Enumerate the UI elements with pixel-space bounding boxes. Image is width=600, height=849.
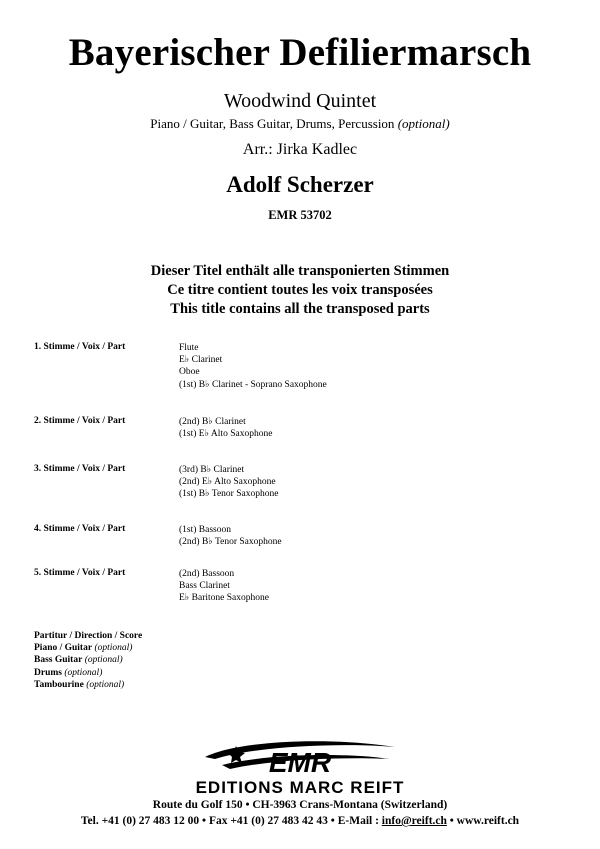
logo-emr-text: EMR xyxy=(268,747,332,778)
extra-part-line xyxy=(34,630,142,642)
part-label: 1. Stimme / Voix / Part xyxy=(34,342,126,352)
instrument-line: Oboe xyxy=(179,367,200,378)
instrument-line: (2nd) B♭ Tenor Saxophone xyxy=(179,537,282,548)
extra-part-note: (optional) xyxy=(64,667,103,678)
extra-part-name: Partitur / Direction / Score xyxy=(34,631,143,641)
extra-part-name: Tambourine xyxy=(34,679,84,690)
instrument-line: (3rd) B♭ Clarinet xyxy=(179,465,245,475)
extra-part-line xyxy=(34,642,142,654)
contact-website[interactable]: • www.reift.ch xyxy=(446,815,520,827)
instrument-line: E♭ Clarinet xyxy=(179,355,223,366)
extra-part-line xyxy=(34,654,142,666)
instrument-line: E♭ Baritone Saxophone xyxy=(179,593,269,604)
extra-part-note: (optional) xyxy=(86,679,125,690)
publisher-contact xyxy=(0,815,600,827)
instrument-line: (1st) E♭ Alto Saxophone xyxy=(179,429,273,440)
score-extras xyxy=(34,630,142,691)
instrument-line: (2nd) E♭ Alto Saxophone xyxy=(179,477,276,488)
composer-name: Adolf Scherzer xyxy=(226,172,374,197)
notice-french: Ce titre contient toutes les voix transposées xyxy=(167,282,433,298)
extra-part-note: (optional) xyxy=(94,643,133,654)
arranger-credit: Arr.: Jirka Kadlec xyxy=(242,141,358,158)
catalog-number: EMR 53702 xyxy=(268,208,332,222)
notice-english: This title contains all the transposed parts xyxy=(170,301,430,317)
part-label: 4. Stimme / Voix / Part xyxy=(34,524,126,534)
instrument-line: (1st) B♭ Tenor Saxophone xyxy=(179,489,279,500)
emr-logo xyxy=(0,735,600,795)
instrument-line: (2nd) B♭ Clarinet xyxy=(179,417,246,427)
publisher-address: Route du Golf 150 • CH-3963 Crans-Montana (Switzerland) xyxy=(152,799,448,811)
publisher-name: EDITIONS MARC REIFT xyxy=(195,778,405,795)
notice-german: Dieser Titel enthält alle transponierten Stimmen xyxy=(150,263,450,279)
part-instruments xyxy=(179,524,282,548)
instrumentation-optional: (optional) xyxy=(397,116,450,131)
extra-part-line xyxy=(34,679,142,691)
extra-part-name: Piano / Guitar xyxy=(34,643,93,654)
extra-part-name: Bass Guitar xyxy=(34,655,83,666)
optional-instrumentation xyxy=(0,116,600,132)
extra-part-name: Drums xyxy=(34,667,62,678)
extra-part-note: (optional) xyxy=(84,655,123,666)
ensemble-subtitle: Woodwind Quintet xyxy=(223,90,377,112)
part-label: 5. Stimme / Voix / Part xyxy=(34,568,126,578)
part-instruments xyxy=(179,464,278,501)
part-label: 2. Stimme / Voix / Part xyxy=(34,416,126,426)
extra-part-line xyxy=(34,667,142,679)
part-instruments xyxy=(179,342,327,391)
contact-phone-fax: Tel. +41 (0) 27 483 12 00 • Fax +41 (0) 27 483 42 43 • E-Mail : xyxy=(80,815,382,827)
transposed-parts-notice xyxy=(0,262,600,319)
part-label: 3. Stimme / Voix / Part xyxy=(34,464,126,474)
score-title: Bayerischer Defiliermarsch xyxy=(68,31,532,74)
part-instruments xyxy=(179,416,272,440)
instrument-line: (2nd) Bassoon xyxy=(179,569,235,579)
instrument-line: Bass Clarinet xyxy=(179,581,230,592)
instrument-line: (1st) Bassoon xyxy=(179,525,231,535)
part-instruments xyxy=(179,568,269,605)
instrument-line: Flute xyxy=(179,343,199,353)
email-link[interactable]: info@reift.ch xyxy=(381,815,447,827)
instrumentation-text: Piano / Guitar, Bass Guitar, Drums, Percussion xyxy=(150,116,395,131)
instrument-line: (1st) B♭ Clarinet - Soprano Saxophone xyxy=(179,379,327,390)
